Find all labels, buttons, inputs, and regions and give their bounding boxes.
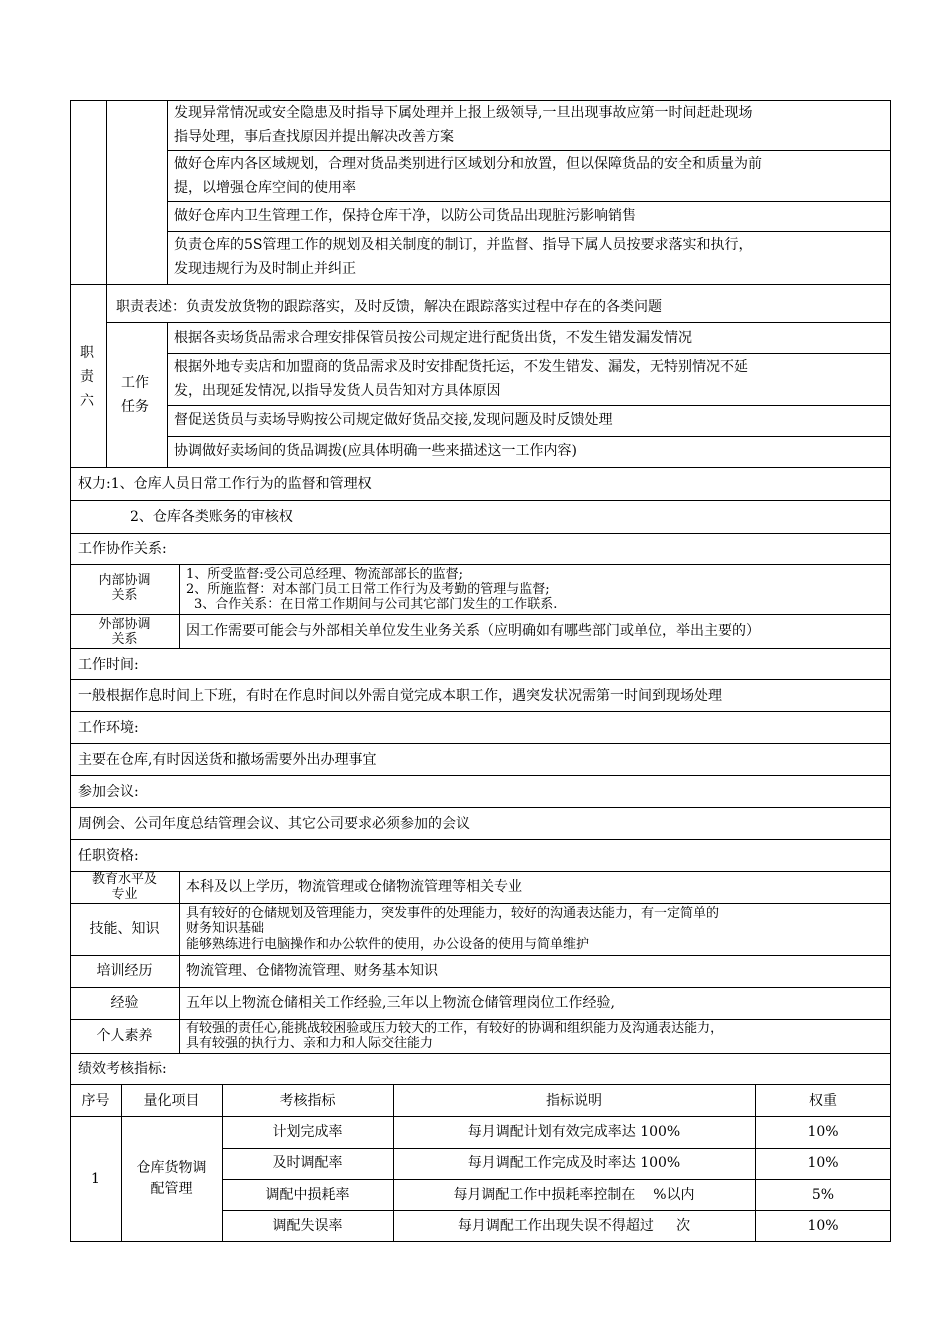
- duty5-task-line: 负责仓库的5S管理工作的规划及相关制度的制订，并监督、指导下属人员按要求落实和执行，: [174, 237, 753, 253]
- education-text: 本科及以上学历，物流管理或仓储物流管理等相关专业: [186, 879, 522, 895]
- external-collab-label: 关系: [111, 632, 138, 647]
- duty5-task-line: 发现异常情况或安全隐患及时指导下属处理并上报上级领导,一旦出现事故应第一时间赶赴现场: [174, 105, 753, 121]
- divider: [167, 436, 891, 437]
- kpi-desc: 每月调配计划有效完成率达 100%: [467, 1124, 681, 1140]
- internal-collab-label: 关系: [111, 588, 138, 603]
- divider: [167, 231, 891, 232]
- divider: [70, 614, 891, 615]
- work-time-title: 工作时间:: [78, 657, 139, 673]
- kpi-indicator: 计划完成率: [272, 1124, 343, 1140]
- divider: [222, 1148, 891, 1149]
- divider: [70, 533, 891, 534]
- divider: [70, 564, 891, 565]
- divider: [70, 871, 891, 872]
- kpi-header-weight: 权重: [809, 1093, 837, 1109]
- quality-line: 具有较强的执行力、亲和力和人际交往能力: [186, 1036, 434, 1051]
- divider: [167, 405, 891, 406]
- kpi-header-indicator: 考核指标: [279, 1093, 336, 1109]
- divider: [167, 201, 891, 202]
- divider: [70, 743, 891, 744]
- divider: [70, 467, 891, 468]
- qualifications-title: 任职资格:: [78, 848, 139, 864]
- divider: [167, 353, 891, 354]
- divider: [70, 711, 891, 712]
- kpi-weight: 5%: [811, 1187, 835, 1203]
- internal-collab-line: 2、所施监督：对本部门员工日常工作行为及考勤的管理与监督;: [186, 582, 550, 597]
- quality-label: 个人素养: [96, 1028, 153, 1044]
- divider: [179, 871, 180, 1053]
- kpi-indicator: 及时调配率: [272, 1155, 343, 1171]
- external-collab-label: 外部协调: [98, 617, 151, 632]
- divider: [70, 839, 891, 840]
- divider: [70, 955, 891, 956]
- divider: [106, 284, 107, 467]
- duty6-task-line: 督促送货员与卖场导购按公司规定做好货品交接,发现问题及时反馈处理: [174, 412, 613, 428]
- education-label: 专业: [111, 887, 138, 902]
- duty6-label: 责: [80, 369, 94, 385]
- kpi-seq: 1: [91, 1171, 100, 1187]
- divider: [167, 322, 168, 467]
- experience-text: 五年以上物流仓储相关工作经验,三年以上物流仓储管理岗位工作经验,: [186, 995, 615, 1011]
- kpi-header-item: 量化项目: [143, 1093, 200, 1109]
- divider: [70, 987, 891, 988]
- kpi-title: 绩效考核指标:: [78, 1061, 167, 1077]
- duty5-task-line: 提，以增强仓库空间的使用率: [174, 180, 356, 196]
- kpi-header-seq: 序号: [81, 1093, 110, 1109]
- internal-collab-label: 内部协调: [98, 573, 151, 588]
- divider: [70, 284, 891, 285]
- divider: [70, 807, 891, 808]
- divider: [70, 1053, 891, 1054]
- kpi-weight: 10%: [807, 1155, 839, 1171]
- duty6-task-line: 协调做好卖场间的货品调拨(应具体明确一些来描述这一工作内容): [174, 443, 577, 459]
- work-time-text: 一般根据作息时间上下班，有时在作息时间以外需自觉完成本职工作，遇突发状况需第一时间到现场处理: [78, 688, 722, 704]
- meetings-title: 参加会议:: [78, 784, 139, 800]
- divider: [179, 564, 180, 648]
- divider: [167, 150, 891, 151]
- divider: [167, 100, 168, 284]
- divider: [70, 1019, 891, 1020]
- kpi-indicator: 调配失误率: [272, 1218, 343, 1234]
- authority-line: 2、仓库各类账务的审核权: [130, 509, 293, 525]
- divider: [70, 1116, 891, 1117]
- skill-line: 具有较好的仓储规划及管理能力，突发事件的处理能力，较好的沟通表达能力，有一定简单的: [186, 906, 720, 921]
- divider: [106, 100, 107, 284]
- duty6-task-line: 根据各卖场货品需求合理安排保管员按公司规定进行配货出货，不发生错发漏发情况: [174, 330, 692, 346]
- duty6-description: 职责表述：负责发放货物的跟踪落实，及时反馈，解决在跟踪落实过程中存在的各类问题: [116, 299, 662, 315]
- duty5-task-line: 做好仓库内卫生管理工作，保持仓库干净，以防公司货品出现脏污影响销售: [174, 208, 636, 224]
- skill-line: 能够熟练进行电脑操作和办公软件的使用，办公设备的使用与简单维护: [186, 937, 590, 952]
- divider: [106, 322, 891, 323]
- kpi-header-desc: 指标说明: [546, 1093, 602, 1109]
- duty6-label: 六: [80, 393, 94, 409]
- education-label: 教育水平及: [91, 872, 157, 887]
- duty6-task-line: 根据外地专卖店和加盟商的货品需求及时安排配货托运，不发生错发、漏发，无特别情况不延: [174, 359, 748, 375]
- duty5-task-line: 指导处理，事后查找原因并提出解决改善方案: [174, 129, 454, 145]
- kpi-item: 配管理: [150, 1181, 193, 1197]
- duty5-task-line: 发现违规行为及时制止并纠正: [174, 261, 356, 277]
- divider: [70, 648, 891, 649]
- experience-label: 经验: [110, 995, 139, 1011]
- training-text: 物流管理、仓储物流管理、财务基本知识: [186, 963, 438, 979]
- kpi-desc: 每月调配工作完成及时率达 100%: [467, 1155, 681, 1171]
- task-label: 任务: [121, 399, 149, 415]
- divider: [222, 1179, 891, 1180]
- work-env-text: 主要在仓库,有时因送货和撤场需要外出办理事宜: [78, 752, 377, 768]
- quality-line: 有较强的责任心,能挑战较困验或压力较大的工作，有较好的协调和组织能力及沟通表达能力，: [186, 1021, 724, 1036]
- external-collab-text: 因工作需要可能会与外部相关单位发生业务关系（应明确如有哪些部门或单位，举出主要的）: [186, 623, 760, 639]
- duty6-label: 职: [80, 345, 94, 361]
- divider: [70, 903, 891, 904]
- kpi-item: 仓库货物调: [136, 1160, 207, 1176]
- kpi-desc: 每月调配工作出现失误不得超过 次: [457, 1218, 691, 1234]
- meetings-text: 周例会、公司年度总结管理会议、其它公司要求必须参加的会议: [78, 816, 470, 832]
- divider: [70, 1084, 891, 1085]
- skill-label: 技能、知识: [89, 921, 160, 937]
- divider: [70, 500, 891, 501]
- kpi-indicator: 调配中损耗率: [265, 1187, 350, 1203]
- internal-collab-line: 3、合作关系：在日常工作期间与公司其它部门发生的工作联系.: [194, 597, 558, 612]
- internal-collab-line: 1、所受监督:受公司总经理、物流部部长的监督;: [186, 567, 464, 582]
- duty6-task-line: 发，出现延发情况,以指导发货人员告知对方具体原因: [174, 383, 501, 399]
- kpi-weight: 10%: [807, 1218, 839, 1234]
- divider: [222, 1210, 891, 1211]
- kpi-weight: 10%: [807, 1124, 839, 1140]
- kpi-desc: 每月调配工作中损耗率控制在 %以内: [453, 1187, 695, 1203]
- divider: [70, 679, 891, 680]
- work-env-title: 工作环境:: [78, 720, 139, 736]
- authority-line: 权力:1、仓库人员日常工作行为的监督和管理权: [78, 476, 372, 492]
- training-label: 培训经历: [96, 963, 153, 979]
- skill-line: 财务知识基础: [186, 921, 265, 936]
- duty5-task-line: 做好仓库内各区域规划，合理对货品类别进行区域划分和放置，但以保障货品的安全和质量为前: [174, 156, 762, 172]
- task-label: 工作: [121, 375, 149, 391]
- collab-title: 工作协作关系:: [78, 541, 167, 557]
- divider: [70, 775, 891, 776]
